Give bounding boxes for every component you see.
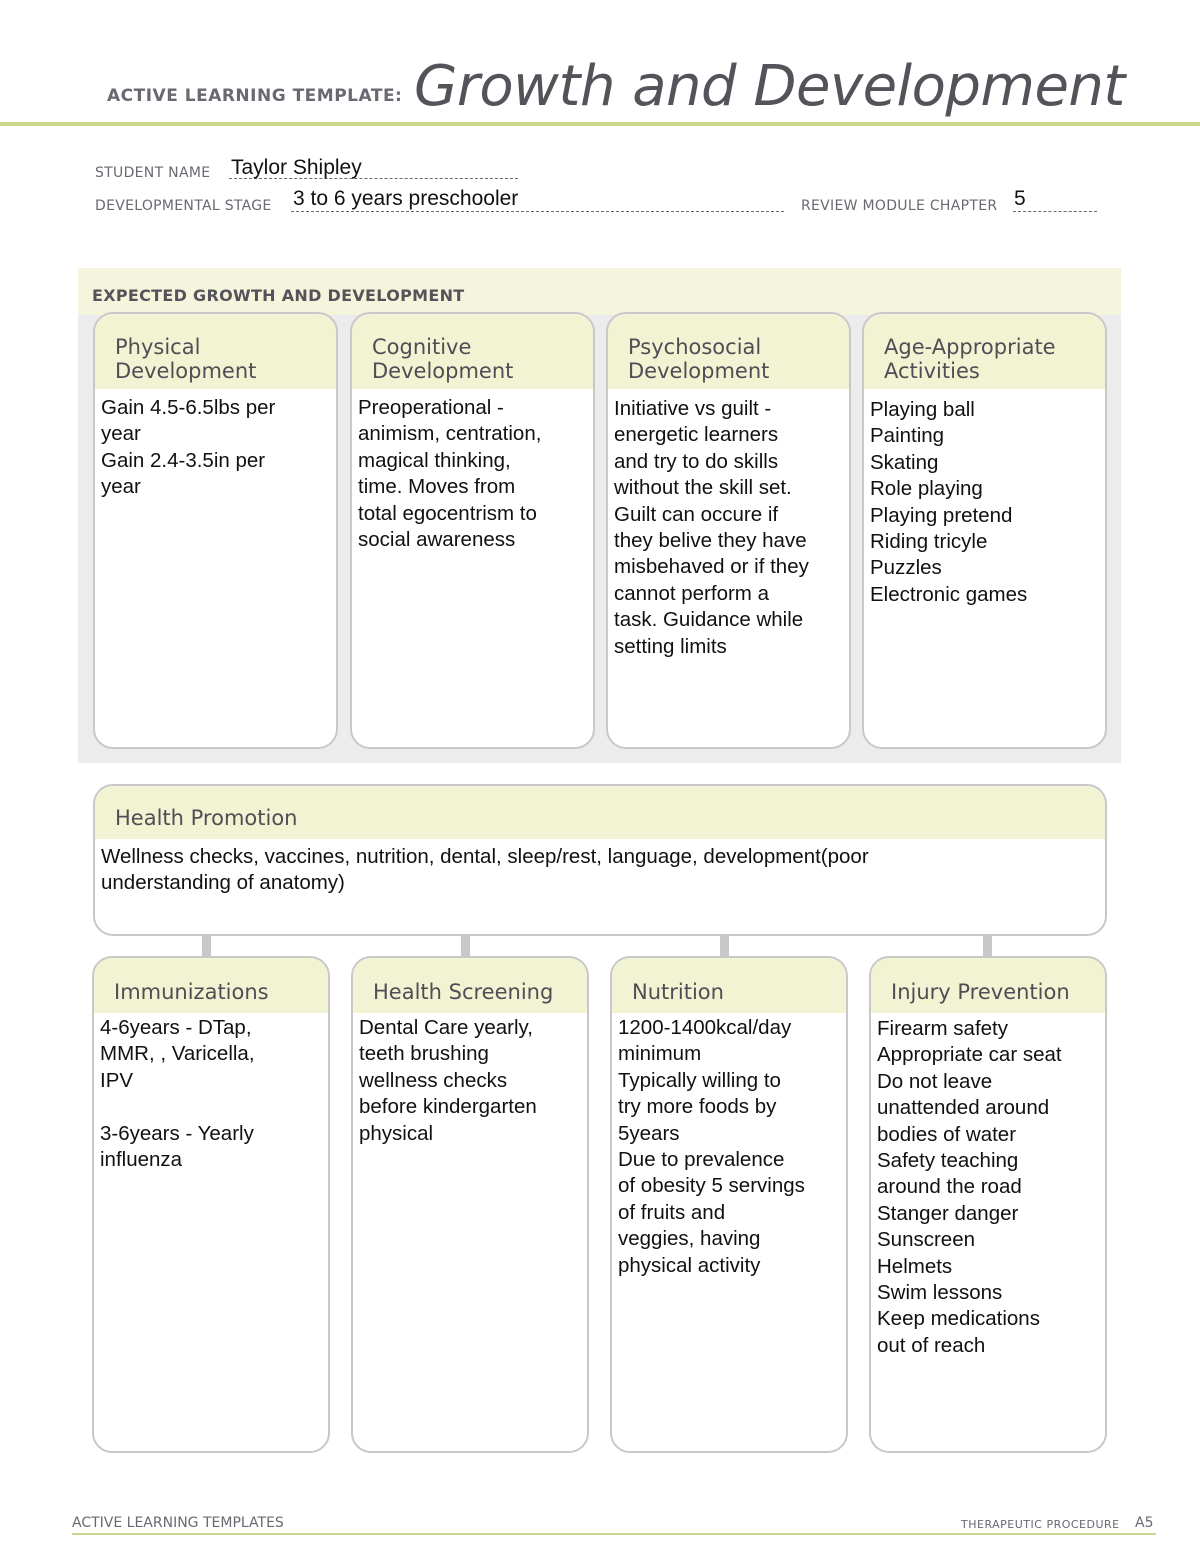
- page-title: Growth and Development: [414, 54, 1125, 119]
- footer-left-label: ACTIVE LEARNING TEMPLATES: [72, 1515, 284, 1531]
- age-appropriate-activities-card[interactable]: [862, 312, 1107, 749]
- physical-development-card[interactable]: [93, 312, 338, 749]
- card-body[interactable]: 1200-1400kcal/day minimum Typically willing to try more foods by 5years Due to prevalence of obesity 5 servings of fruits and veggies, having physical activity: [618, 1016, 805, 1277]
- health-promotion-title: Health Promotion: [115, 806, 298, 830]
- health-promotion-card[interactable]: [93, 784, 1107, 936]
- student-name-field[interactable]: Taylor Shipley: [231, 156, 362, 179]
- review-module-chapter-underline: [1013, 211, 1097, 212]
- nutrition-card[interactable]: [610, 956, 848, 1453]
- card-body[interactable]: Gain 4.5-6.5lbs per year Gain 2.4-3.5in per year: [101, 396, 276, 499]
- page-number: A5: [1135, 1515, 1154, 1531]
- card-body[interactable]: Preoperational - animism, centration, magical thinking, time. Moves from total egocentrism to social awareness: [358, 396, 542, 552]
- footer-divider: [72, 1533, 1156, 1535]
- connector: [983, 934, 992, 956]
- developmental-stage-underline: [291, 211, 784, 212]
- card-title: Nutrition: [632, 980, 724, 1004]
- footer-right-label: THERAPEUTIC PROCEDURE: [961, 1518, 1120, 1531]
- injury-prevention-card[interactable]: [869, 956, 1107, 1453]
- header-divider: [0, 122, 1200, 126]
- developmental-stage-label: DEVELOPMENTAL STAGE: [95, 198, 272, 214]
- expected-growth-section-title: EXPECTED GROWTH AND DEVELOPMENT: [92, 286, 465, 305]
- connector: [202, 934, 211, 956]
- review-module-chapter-field[interactable]: 5: [1014, 187, 1026, 210]
- psychosocial-development-card[interactable]: [606, 312, 851, 749]
- card-title: Physical Development: [115, 335, 257, 383]
- card-title: Immunizations: [114, 980, 269, 1004]
- card-body[interactable]: Playing ball Painting Skating Role playing Playing pretend Riding tricyle Puzzles Electronic games: [870, 398, 1028, 606]
- card-body[interactable]: Firearm safety Appropriate car seat Do not leave unattended around bodies of water Safety teaching around the road Stanger danger Sunscreen Helmets Swim lessons Keep medications out of reach: [877, 1017, 1062, 1357]
- immunizations-card[interactable]: [92, 956, 330, 1453]
- card-title: Injury Prevention: [891, 980, 1070, 1004]
- health-screening-card[interactable]: [351, 956, 589, 1453]
- cognitive-development-card[interactable]: [350, 312, 595, 749]
- connector: [720, 934, 729, 956]
- card-title: Cognitive Development: [372, 335, 514, 383]
- card-title: Health Screening: [373, 980, 554, 1004]
- card-body[interactable]: Initiative vs guilt - energetic learners and try to do skills without the skill set. Guilt can occure if they belive they have misbehaved or if they cannot perform a task. Guidance while setting limits: [614, 397, 809, 658]
- card-body[interactable]: 4-6years - DTap, MMR, , Varicella, IPV 3-6years - Yearly influenza: [100, 1016, 255, 1172]
- student-name-label: STUDENT NAME: [95, 165, 211, 181]
- card-title: Psychosocial Development: [628, 335, 770, 383]
- developmental-stage-field[interactable]: 3 to 6 years preschooler: [293, 187, 519, 210]
- health-promotion-body[interactable]: Wellness checks, vaccines, nutrition, dental, sleep/rest, language, development(poor understanding of anatomy): [101, 845, 869, 895]
- template-label: ACTIVE LEARNING TEMPLATE:: [107, 86, 403, 106]
- connector: [461, 934, 470, 956]
- card-body[interactable]: Dental Care yearly, teeth brushing wellness checks before kindergarten physical: [359, 1016, 537, 1145]
- review-module-chapter-label: REVIEW MODULE CHAPTER: [801, 198, 998, 214]
- card-title: Age-Appropriate Activities: [884, 335, 1056, 383]
